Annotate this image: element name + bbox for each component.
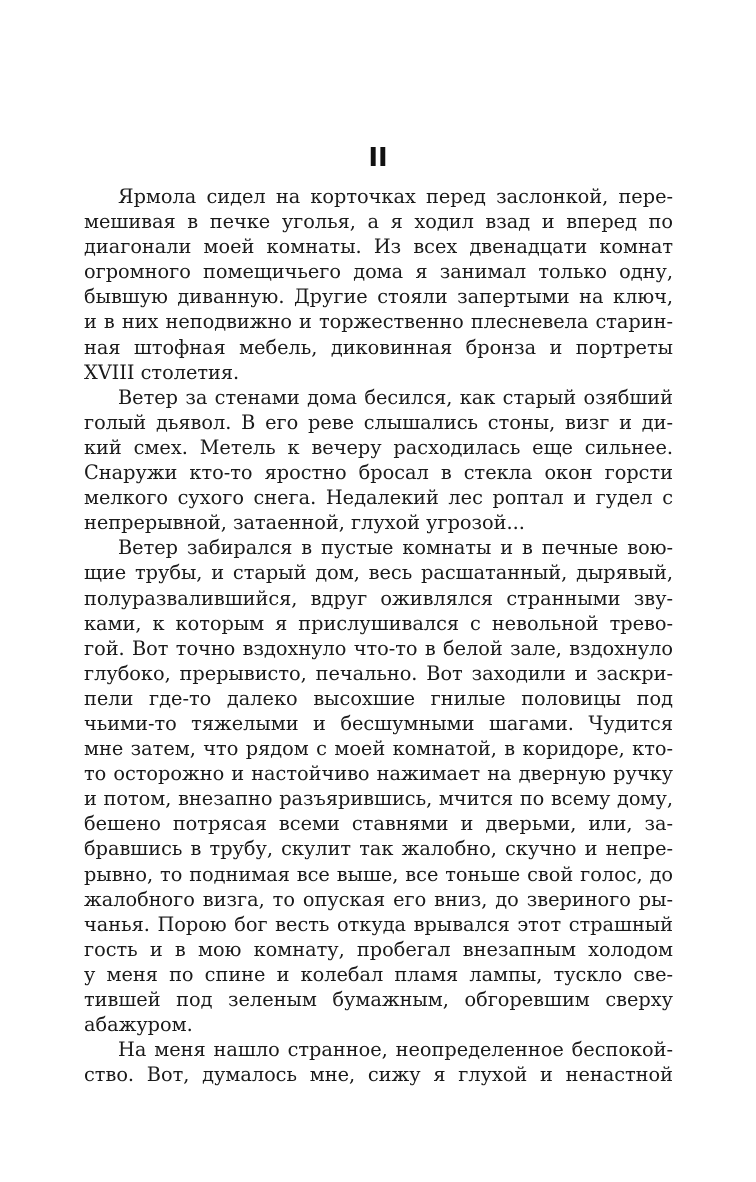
text-line: гость и в мою комнату, пробегал внезапным холодом: [84, 937, 673, 961]
text-line: кий смех. Метель к вечеру расходилась еще сильнее.: [84, 435, 673, 459]
text-line: жалобного визга, то опуская его вниз, до звериного ры-: [84, 887, 673, 911]
text-line: Снаружи кто-то яростно бросал в стекла окон горсти: [84, 461, 673, 485]
text-line: чьими-то тяжелыми и бесшумными шагами. Чудится: [84, 711, 673, 735]
text-line: бывшую диванную. Другие стояли запертыми на ключ,: [84, 285, 673, 309]
text-line: и в них неподвижно и торжественно плесневела старин-: [84, 310, 673, 334]
text-line: Ветер за стенами дома бесился, как старый озябший: [118, 385, 673, 409]
text-line: гой. Вот точно вздохнуло что-то в белой зале, вздохнуло: [84, 636, 673, 660]
paragraph: [84, 184, 673, 385]
chapter-number: II: [368, 143, 388, 173]
text-line: и потом, внезапно разъярившись, мчится по всему дому,: [84, 787, 673, 811]
paragraph: [84, 385, 673, 536]
text-line: тившей под зеленым бумажным, обгоревшим сверху: [84, 988, 673, 1011]
text-line: ство. Вот, думалось мне, сижу я глухой и ненастной: [84, 1063, 673, 1087]
text-line: у меня по спине и колебал пламя лампы, тускло све-: [84, 962, 673, 986]
text-line: мешивая в печке уголья, а я ходил взад и вперед по: [84, 210, 673, 234]
text-line: диагонали моей комнаты. Из всех двенадцати комнат: [84, 235, 673, 259]
body-text: [84, 184, 673, 1087]
text-line: На меня нашло странное, неопределенное беспокой-: [118, 1038, 673, 1062]
text-line: то осторожно и настойчиво нажимает на дверную ручку: [84, 762, 673, 786]
text-line: ная штофная мебель, диковинная бронза и портреты: [84, 335, 673, 359]
text-line: мне затем, что рядом с моей комнатой, в коридоре, кто-: [84, 737, 673, 761]
text-line: глубоко, прерывисто, печально. Вот заходили и заскри-: [84, 661, 673, 685]
text-line: огромного помещичьего дома я занимал только одну,: [84, 260, 673, 284]
paragraph: [84, 535, 673, 1037]
text-line: бравшись в трубу, скулит так жалобно, скучно и непре-: [84, 837, 673, 861]
text-line: щие трубы, и старый дом, весь расшатанный, дырявый,: [84, 561, 673, 585]
text-line: Ветер забирался в пустые комнаты и в печные вою-: [118, 536, 673, 560]
text-line: чанья. Порою бог весть откуда врывался этот страшный: [84, 912, 673, 936]
paragraph: [84, 1037, 673, 1087]
text-line: абажуром.: [84, 1013, 193, 1037]
text-line: голый дьявол. В его реве слышались стоны, визг и ди-: [84, 410, 673, 434]
text-line: пели где-то далеко высохшие гнилые половицы под: [84, 686, 673, 710]
text-line: рывно, то поднимая все выше, все тоньше свой голос, до: [84, 862, 673, 886]
text-line: ками, к которым я прислушивался с невольной трево-: [84, 611, 673, 635]
text-line: мелкого сухого снега. Недалекий лес роптал и гудел с: [84, 486, 673, 510]
text-line: непрерывной, затаенной, глухой угрозой...: [84, 511, 525, 535]
text-line: XVIII столетия.: [84, 360, 240, 384]
text-line: бешено потрясая всеми ставнями и дверьми, или, за-: [84, 812, 673, 836]
text-line: Ярмола сидел на корточках перед заслонкой, пере-: [118, 185, 673, 208]
text-line: полуразвалившийся, вдруг оживлялся странными зву-: [84, 586, 673, 610]
